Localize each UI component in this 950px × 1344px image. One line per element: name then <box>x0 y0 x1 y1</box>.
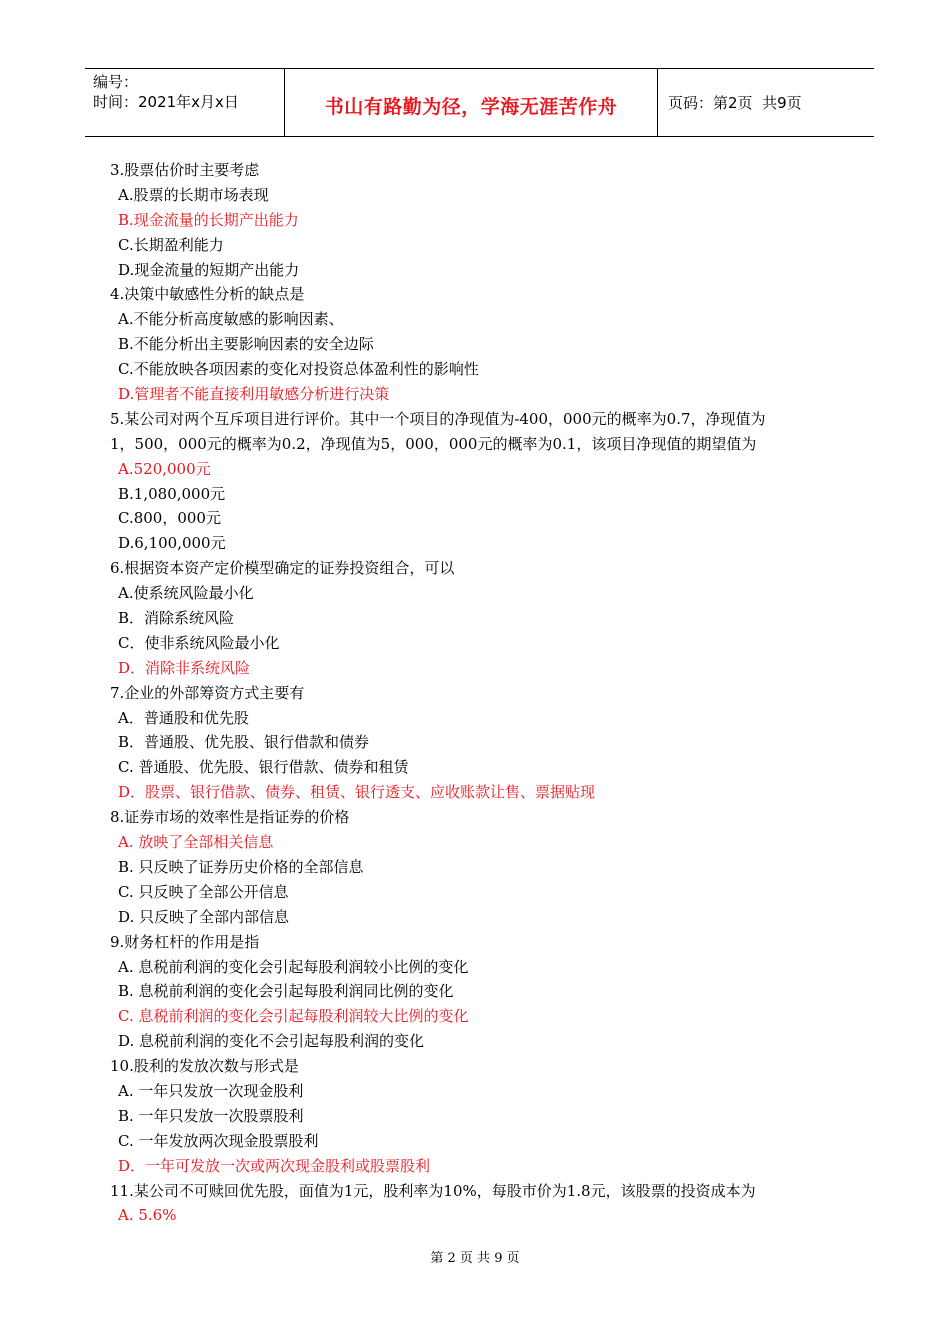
answer-option: A. 一年只发放一次现金股利 <box>118 1081 304 1100</box>
page-footer <box>0 1247 950 1266</box>
answer-option: C.800，000元 <box>118 509 221 528</box>
footer-page-number: 第 2 页 共 9 页 <box>430 1251 520 1266</box>
answer-option: A.不能分析高度敏感的影响因素、 <box>118 310 344 329</box>
header-page-cell <box>658 69 874 136</box>
answer-option: A.520,000元 <box>118 459 211 478</box>
time-label: 时间：2021年x月x日 <box>93 93 239 111</box>
answer-option: B．消除系统风险 <box>118 609 235 628</box>
answer-option: B. 只反映了证券历史价格的全部信息 <box>118 857 364 876</box>
question-text: 5.某公司对两个互斥项目进行评价。其中一个项目的净现值为-400，000元的概率为0.7，净现值为 <box>110 409 766 428</box>
question-text: 1，500，000元的概率为0.2，净现值为5，000，000元的概率为0.1，该项目净现值的期望值为 <box>110 434 757 453</box>
answer-option: B.现金流量的长期产出能力 <box>118 210 299 229</box>
answer-option: D. 息税前利润的变化不会引起每股利润的变化 <box>118 1032 425 1051</box>
question-text: 8.证券市场的效率性是指证券的价格 <box>110 808 350 827</box>
motto-text: 书山有路勤为径，学海无涯苦作舟 <box>324 96 618 118</box>
question-text: 10.股利的发放次数与形式是 <box>110 1057 299 1076</box>
header-meta-cell <box>85 69 285 136</box>
answer-option: C．使非系统风险最小化 <box>118 633 280 652</box>
answer-option: A. 放映了全部相关信息 <box>118 833 274 852</box>
answer-option: D．一年可发放一次或两次现金股利或股票股利 <box>118 1156 431 1175</box>
answer-option: D．消除非系统风险 <box>118 658 251 677</box>
answer-option: C.不能放映各项因素的变化对投资总体盈利性的影响性 <box>118 360 479 379</box>
answer-option: D.6,100,000元 <box>118 534 226 553</box>
answer-option: C.长期盈利能力 <box>118 235 224 254</box>
answer-option: B. 息税前利润的变化会引起每股利润同比例的变化 <box>118 982 454 1001</box>
answer-option: A. 5.6% <box>118 1206 177 1225</box>
answer-option: B.1,080,000元 <box>118 484 226 503</box>
question-text: 9.财务杠杆的作用是指 <box>110 932 260 951</box>
answer-option: A．普通股和优先股 <box>118 708 249 727</box>
answer-option: A. 息税前利润的变化会引起每股利润较小比例的变化 <box>118 957 469 976</box>
answer-option: A.股票的长期市场表现 <box>118 185 269 204</box>
answer-option: B．普通股、优先股、银行借款和债券 <box>118 733 370 752</box>
answer-option: A.使系统风险最小化 <box>118 584 254 603</box>
number-label: 编号： <box>93 73 139 91</box>
answer-option: C. 息税前利润的变化会引起每股利润较大比例的变化 <box>118 1007 469 1026</box>
header-motto-cell <box>285 69 658 136</box>
answer-option: B. 一年只发放一次股票股利 <box>118 1106 304 1125</box>
answer-option: C. 普通股、优先股、银行借款、债券和租赁 <box>118 758 409 777</box>
question-list <box>110 158 850 1228</box>
answer-option: D.管理者不能直接利用敏感分析进行决策 <box>118 385 390 404</box>
question-text: 11.某公司不可赎回优先股，面值为1元，股利率为10%，每股市价为1.8元，该股票的投资成本为 <box>110 1181 756 1200</box>
answer-option: D．股票、银行借款、债券、租赁、银行透支、应收账款让售、票据贴现 <box>118 783 596 802</box>
page-info: 页码：第2页 共9页 <box>668 94 802 112</box>
question-text: 3.股票估价时主要考虑 <box>110 161 260 179</box>
answer-option: B.不能分析出主要影响因素的安全边际 <box>118 335 374 354</box>
answer-option: C. 一年发放两次现金股票股利 <box>118 1131 319 1150</box>
question-text: 6.根据资本资产定价模型确定的证券投资组合，可以 <box>110 559 455 578</box>
page-header <box>85 68 874 137</box>
question-text: 4.决策中敏感性分析的缺点是 <box>110 285 305 304</box>
question-text: 7.企业的外部筹资方式主要有 <box>110 683 305 702</box>
answer-option: D.现金流量的短期产出能力 <box>118 260 300 279</box>
answer-option: D. 只反映了全部内部信息 <box>118 907 290 926</box>
answer-option: C. 只反映了全部公开信息 <box>118 882 289 901</box>
